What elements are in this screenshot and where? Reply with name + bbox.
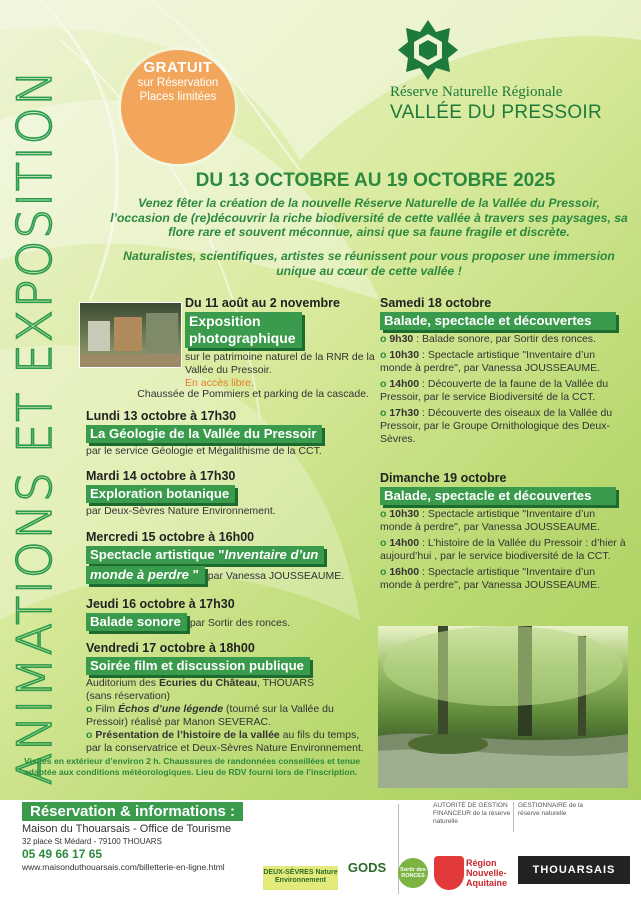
booking-url[interactable]: www.maisonduthouarsais.com/billetterie-en-ligne.html xyxy=(22,861,225,872)
e5-date: Vendredi 17 octobre à 18h00 xyxy=(86,641,255,655)
badge-line2: Places limitées xyxy=(139,91,217,103)
logo-thouarsais: THOUARSAIS xyxy=(518,856,630,884)
authority-label: AUTORITÉ DE GESTION FINANCEUR de la réserve naturelle xyxy=(433,802,511,825)
intro-text: Venez fêter la création de la nouvelle Réserve Naturelle de la Vallée du Pressoir, l’occasion de (re)découvrir la riche biodiversité de cette vallée à travers ses paysages, sa flore rare et souvent méconnue, ainsi que sa faune fragile et discrète. xyxy=(110,196,628,239)
e2-desc: par Deux-Sèvres Nature Environnement. xyxy=(86,505,276,517)
reservation-heading: Réservation & informations : xyxy=(22,802,243,821)
sun-date: Dimanche 19 octobre xyxy=(380,471,507,485)
badge-title: GRATUIT xyxy=(143,59,213,76)
badge-line1: sur Réservation xyxy=(137,77,219,89)
visit-info: Visites en extérieur d’environ 2 h. Chaussures de randonnées conseillées et tenue adaptée aux conditions météorologiques. Lieu de RDV fourni lors de l’inscription. xyxy=(24,756,361,777)
logo-gods: GODS xyxy=(347,860,387,875)
e5-location: Auditorium des Écuries du Château, THOUARS xyxy=(86,677,314,689)
vertical-title: ANIMATIONS ET EXPOSITION xyxy=(8,68,63,785)
sunday-item: o 10h30 : Spectacle artistique "Inventaire d’un monde à perdre", par Vanessa JOUSSEAUME. xyxy=(380,508,601,533)
saturday-item: o 10h30 : Spectacle artistique "Inventaire d’un monde à perdre", par Vanessa JOUSSEAUME. xyxy=(380,349,601,374)
e5-title: Soirée film et discussion publique xyxy=(86,657,310,675)
e3-desc: par Vanessa JOUSSEAUME. xyxy=(207,570,345,582)
saturday-item: o 9h30 : Balade sonore, par Sortir des ronces. xyxy=(380,333,596,345)
event-spectacle xyxy=(86,531,376,584)
sunday-item: o 16h00 : Spectacle artistique "Inventaire d’un monde à perdre", par Vanessa JOUSSEAUME. xyxy=(380,566,601,591)
e3-date: Mercredi 15 octobre à 16h00 xyxy=(86,530,255,544)
region-emblem-icon xyxy=(434,856,464,890)
forest-photo xyxy=(378,626,628,788)
saturday-item: o 17h30 : Découverte des oiseaux de la Vallée du Pressoir, par le Groupe Ornithologique des Deux-Sèvres. xyxy=(380,407,613,445)
e1-desc: par le service Géologie et Mégalithisme de la CCT. xyxy=(86,445,322,457)
event-geology xyxy=(86,410,376,458)
saturday-block xyxy=(380,297,628,449)
e3-title-2: monde à perdre " xyxy=(86,566,205,584)
expo-desc: sur le patrimoine naturel de la RNR de la Vallée du Pressoir. xyxy=(185,351,375,376)
intro-text-2: Naturalistes, scientifiques, artistes se réunissent pour vous proposer une immersion unique au cœur de cette vallée ! xyxy=(123,249,615,278)
e2-title: Exploration botanique xyxy=(86,485,235,503)
sat-date: Samedi 18 octobre xyxy=(380,296,492,310)
expo-place: Chaussée de Pommiers et parking de la cascade. xyxy=(137,388,369,400)
logo-line1: Réserve Naturelle Régionale xyxy=(390,84,563,100)
sat-title: Balade, spectacle et découvertes xyxy=(380,312,616,330)
e3-title-1: Spectacle artistique "Inventaire d’un xyxy=(86,546,324,564)
saturday-item: o 14h00 : Découverte de la faune de la Vallée du Pressoir, par le service Biodiversité de la CCT. xyxy=(380,378,609,403)
sunday-block xyxy=(380,472,628,595)
event-dates: DU 13 OCTOBRE AU 19 OCTOBRE 2025 xyxy=(195,170,556,191)
exhibition-photo xyxy=(79,302,182,368)
sun-title: Balade, spectacle et découvertes xyxy=(380,487,616,505)
expo-free: En accès libre. xyxy=(185,377,254,389)
logo-ronces: Sortir des RONCES xyxy=(398,858,428,888)
e5-note: (sans réservation) xyxy=(86,690,171,702)
reservation-info: Maison du Thouarsais - Office de Tourisme 32 place St Médard - 79100 THOUARS 05 49 66 17 65 www.maisonduthouarsais.com/billetterie-en-ligne.html xyxy=(22,823,232,872)
reserve-emblem-icon xyxy=(396,18,460,82)
expo-block xyxy=(185,297,375,390)
event-botany xyxy=(86,470,376,518)
e2-date: Mardi 14 octobre à 17h30 xyxy=(86,469,236,483)
manager-label: GESTIONNAIRE de la réserve naturelle xyxy=(518,802,584,817)
expo-title: Exposition photographique xyxy=(185,312,302,348)
e1-title: La Géologie de la Vallée du Pressoir xyxy=(86,425,322,443)
expo-date: Du 11 août au 2 novembre xyxy=(185,296,340,310)
logo-dsne: DEUX-SÈVRES Nature Environnement xyxy=(263,866,338,890)
e4-desc: par Sortir des ronces. xyxy=(189,617,291,629)
logo-region: Région Nouvelle-Aquitaine xyxy=(466,858,508,888)
logo-line2: VALLÉE DU PRESSOIR xyxy=(390,102,603,123)
free-badge xyxy=(121,50,235,164)
phone-number: 05 49 66 17 65 xyxy=(22,847,103,861)
event-sound-walk xyxy=(86,598,376,631)
sat-items xyxy=(380,333,628,446)
e5-bullet-1: o Film Échos d’une légende (tourné sur la Vallée du Pressoir) réalisé par Manon SEVERAC. xyxy=(86,703,334,728)
sunday-item: o 14h00 : L’histoire de la Vallée du Pressoir : d’hier à aujourd’hui , par le service biodiversité de la CCT. xyxy=(380,537,626,562)
e1-date: Lundi 13 octobre à 17h30 xyxy=(86,409,237,423)
sun-items xyxy=(380,508,628,592)
e4-title: Balade sonore xyxy=(86,613,187,631)
e4-date: Jeudi 16 octobre à 17h30 xyxy=(86,597,235,611)
event-film xyxy=(86,642,368,755)
e5-bullet-2: o Présentation de l’histoire de la vallée au fils du temps, par la conservatrice et Deux-Sèvres Nature Environnement. xyxy=(86,729,364,754)
